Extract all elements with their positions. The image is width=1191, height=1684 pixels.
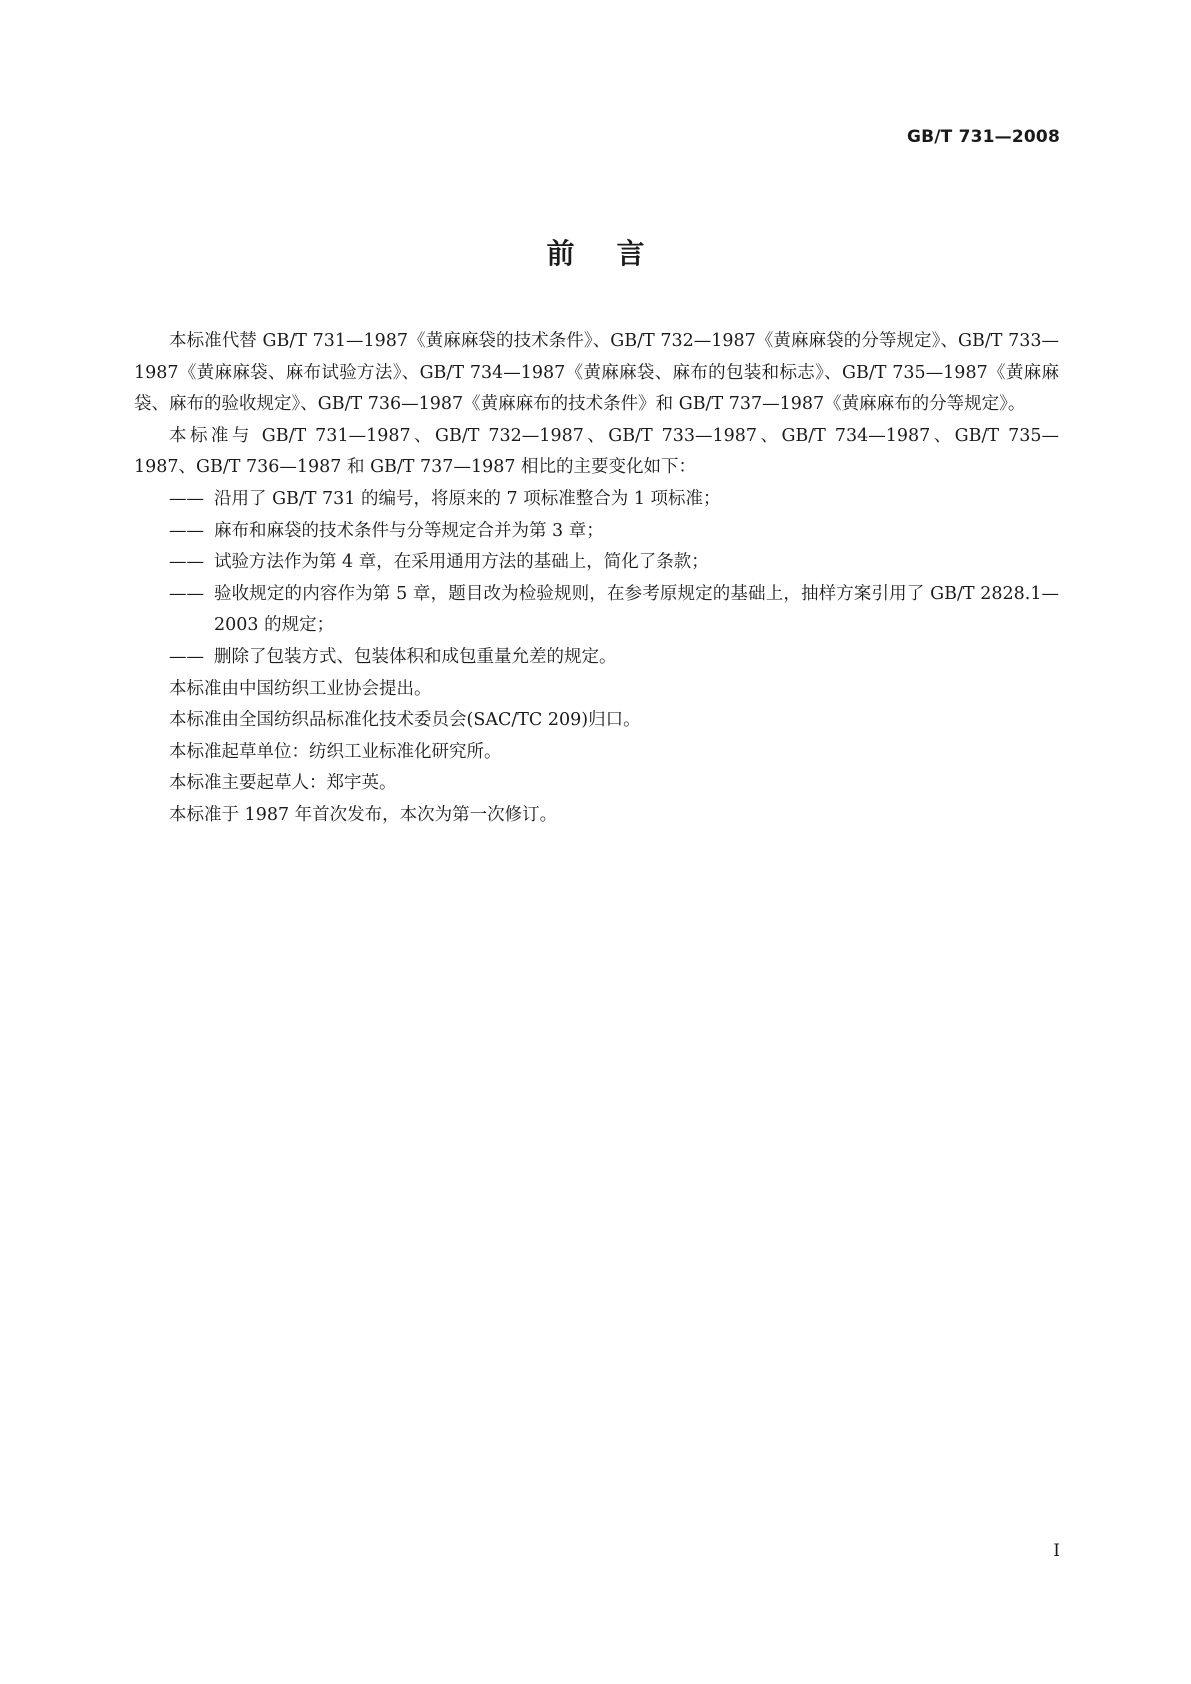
closing-paragraph-committee: 本标准由全国纺织品标准化技术委员会(SAC/TC 209)归口。 <box>169 710 641 731</box>
list-item-text: 沿用了 GB/T 731 的编号，将原来的 7 项标准整合为 1 项标准； <box>214 488 721 509</box>
dash-marker: —— <box>169 488 204 509</box>
list-item <box>134 547 1059 579</box>
dash-marker: —— <box>169 520 204 541</box>
page-title: 前言 <box>546 237 687 270</box>
standard-code: GB/T 731—2008 <box>906 127 1060 147</box>
page-number: I <box>1053 1541 1060 1561</box>
list-item <box>134 516 1059 548</box>
closing-paragraph-history: 本标准于 1987 年首次发布，本次为第一次修订。 <box>169 804 558 825</box>
closing-paragraph-drafting-unit: 本标准起草单位：纺织工业标准化研究所。 <box>169 741 502 762</box>
changes-list <box>134 484 1059 674</box>
list-item-text: 删除了包装方式、包装体积和成包重量允差的规定。 <box>214 646 617 667</box>
closing-paragraph-proposer: 本标准由中国纺织工业协会提出。 <box>169 678 432 699</box>
list-item <box>134 579 1059 642</box>
list-item-text: 验收规定的内容作为第 5 章，题目改为检验规则，在参考原规定的基础上，抽样方案引用了 GB/T 2828.1—2003 的规定； <box>214 583 1059 636</box>
list-item-text: 麻布和麻袋的技术条件与分等规定合并为第 3 章； <box>214 520 604 541</box>
dash-marker: —— <box>169 583 204 604</box>
dash-marker: —— <box>169 552 204 573</box>
list-item <box>134 642 1059 674</box>
intro-paragraph-1: 本标准代替 GB/T 731—1987《黄麻麻袋的技术条件》、GB/T 732—1987《黄麻麻袋的分等规定》、GB/T 733—1987《黄麻麻袋、麻布试验方法》、GB/T 734—1987《黄麻麻袋、麻布的包装和标志》、GB/T 735—1987《黄麻麻袋、麻布的验收规定》、GB/T 736—1987《黄麻麻布的技术条件》和 GB/T 737—1987《黄麻麻布的分等规定》。 <box>134 331 1059 415</box>
intro-paragraph-2: 本标准与 GB/T 731—1987、GB/T 732—1987、GB/T 733—1987、GB/T 734—1987、GB/T 735—1987、GB/T 736—1987 和 GB/T 737—1987 相比的主要变化如下： <box>134 425 1059 478</box>
dash-marker: —— <box>169 646 204 667</box>
closing-paragraph-drafters: 本标准主要起草人：郑宇英。 <box>169 773 397 794</box>
list-item-text: 试验方法作为第 4 章，在采用通用方法的基础上，简化了条款； <box>214 552 709 573</box>
list-item <box>134 484 1059 516</box>
foreword-body <box>134 326 1059 832</box>
